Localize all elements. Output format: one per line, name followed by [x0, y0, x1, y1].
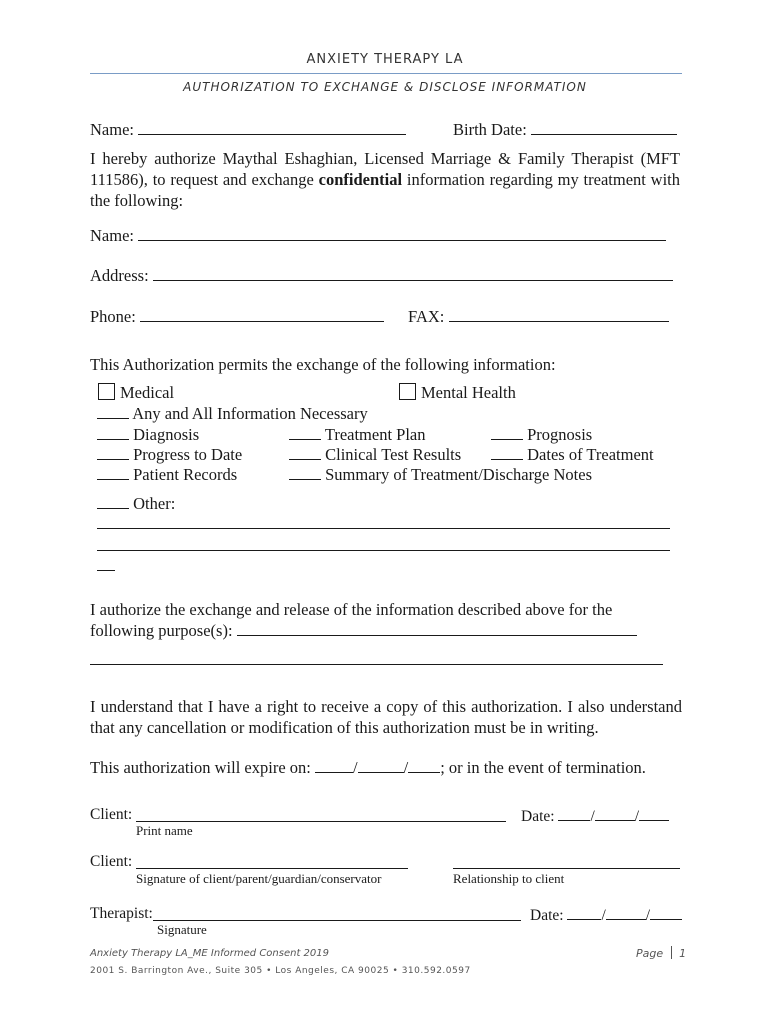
- authorization-intro: I hereby authorize Maythal Eshaghian, Licensed Marriage & Family Therapist (MFT 111586), to request and exchange confidential information regarding my treatment with the following:: [90, 149, 681, 210]
- birth-date-row: [453, 120, 677, 140]
- purpose-line-2[interactable]: [90, 664, 663, 665]
- therapist-date-year[interactable]: [650, 905, 682, 920]
- client-name-row: [90, 120, 406, 140]
- client-print-label: Client:: [90, 806, 133, 823]
- recipient-fax-row: [408, 307, 669, 327]
- therapist-date-day[interactable]: [606, 905, 646, 920]
- option-treatment-plan[interactable]: Treatment Plan: [289, 425, 426, 445]
- other-line-1[interactable]: [97, 528, 670, 529]
- option-blank[interactable]: [97, 425, 129, 440]
- client-name-label: Name:: [90, 120, 134, 139]
- option-prognosis[interactable]: Prognosis: [491, 425, 592, 445]
- option-blank[interactable]: [289, 425, 321, 440]
- recipient-address-field[interactable]: [153, 266, 673, 281]
- option-clinical-tests[interactable]: Clinical Test Results: [289, 445, 461, 465]
- option-blank[interactable]: [289, 465, 321, 480]
- purpose-row: [90, 621, 637, 641]
- option-other[interactable]: Other:: [97, 494, 175, 514]
- mental-health-checkbox-row[interactable]: [399, 383, 516, 403]
- medical-checkbox-row[interactable]: [98, 383, 174, 403]
- therapist-signature-field[interactable]: [153, 920, 521, 921]
- expiration-suffix: ; or in the event of termination.: [440, 758, 646, 777]
- birth-date-field[interactable]: [531, 120, 677, 135]
- recipient-phone-label: Phone:: [90, 307, 136, 326]
- expire-year-field[interactable]: [408, 758, 440, 773]
- rights-statement: I understand that I have a right to receive a copy of this authorization. I also understand that any cancellation or modification of this authorization must be in writing.: [90, 697, 682, 737]
- option-blank[interactable]: [97, 465, 129, 480]
- therapist-date-month[interactable]: [567, 905, 601, 920]
- option-any-all[interactable]: Any and All Information Necessary: [97, 404, 368, 424]
- option-blank[interactable]: [97, 445, 129, 460]
- option-blank[interactable]: [97, 404, 129, 419]
- confidential-emphasis: confidential: [318, 170, 403, 189]
- mental-health-label: Mental Health: [421, 383, 516, 402]
- client-date-year[interactable]: [639, 806, 669, 821]
- footer-document-name: Anxiety Therapy LA_ME Informed Consent 2019: [90, 948, 330, 959]
- page-label: Page: [636, 947, 664, 960]
- signature-caption: Signature of client/parent/guardian/conservator: [136, 871, 382, 886]
- medical-label: Medical: [120, 383, 175, 402]
- recipient-name-row: [90, 226, 666, 246]
- form-title: AUTHORIZATION TO EXCHANGE & DISCLOSE INFORMATION: [183, 80, 587, 94]
- medical-checkbox[interactable]: [98, 383, 115, 400]
- birth-date-label: Birth Date:: [453, 120, 527, 139]
- expiration-label: This authorization will expire on:: [90, 758, 311, 777]
- option-summary[interactable]: Summary of Treatment/Discharge Notes: [289, 465, 592, 485]
- client-date-day[interactable]: [595, 806, 635, 821]
- client-signature-field[interactable]: [136, 868, 408, 869]
- page-number: 1: [679, 947, 687, 960]
- permits-text: This Authorization permits the exchange of the following information:: [90, 355, 556, 374]
- client-date-label: Date:: [521, 808, 555, 825]
- option-diagnosis[interactable]: Diagnosis: [97, 425, 199, 445]
- client-date-row: Date: / /: [521, 806, 669, 826]
- recipient-name-field[interactable]: [138, 226, 666, 241]
- therapist-signature-caption: Signature: [157, 922, 207, 937]
- option-blank[interactable]: [491, 425, 523, 440]
- recipient-address-row: [90, 266, 673, 286]
- purpose-label: following purpose(s):: [90, 621, 233, 640]
- option-progress[interactable]: Progress to Date: [97, 445, 242, 465]
- option-blank[interactable]: [289, 445, 321, 460]
- organization-name: ANXIETY THERAPY LA: [306, 52, 464, 67]
- recipient-fax-label: FAX:: [408, 307, 445, 326]
- client-name-field[interactable]: [138, 120, 406, 135]
- recipient-fax-field[interactable]: [449, 307, 669, 322]
- recipient-phone-row: [90, 307, 384, 327]
- option-dates-treatment[interactable]: Dates of Treatment: [491, 445, 654, 465]
- recipient-address-label: Address:: [90, 266, 149, 285]
- expire-month-field[interactable]: [315, 758, 353, 773]
- therapist-date-label: Date:: [530, 907, 564, 924]
- therapist-label: Therapist:: [90, 905, 153, 922]
- relationship-field[interactable]: [453, 868, 680, 869]
- print-name-caption: Print name: [136, 823, 193, 838]
- purpose-field[interactable]: [237, 621, 637, 636]
- expiration-row: This authorization will expire on: / / ; or in the event of termination.: [90, 758, 646, 777]
- therapist-date-row: Date: / /: [530, 905, 682, 925]
- recipient-name-label: Name:: [90, 226, 134, 245]
- other-line-2[interactable]: [97, 550, 670, 551]
- recipient-phone-field[interactable]: [140, 307, 384, 322]
- header-rule: [90, 73, 682, 74]
- expire-day-field[interactable]: [358, 758, 404, 773]
- client-date-month[interactable]: [558, 806, 590, 821]
- client-signature-label: Client:: [90, 853, 133, 870]
- page-divider: [671, 946, 672, 959]
- option-patient-records[interactable]: Patient Records: [97, 465, 237, 485]
- option-blank[interactable]: [97, 494, 129, 509]
- mental-health-checkbox[interactable]: [399, 383, 416, 400]
- option-blank[interactable]: [491, 445, 523, 460]
- footer-page: [636, 946, 686, 960]
- purpose-text: I authorize the exchange and release of the information described above for the: [90, 600, 613, 619]
- other-line-3[interactable]: [97, 570, 115, 571]
- footer-address: 2001 S. Barrington Ave., Suite 305 • Los Angeles, CA 90025 • 310.592.0597: [90, 966, 471, 976]
- client-print-name-field[interactable]: [136, 821, 506, 822]
- relationship-caption: Relationship to client: [453, 871, 565, 886]
